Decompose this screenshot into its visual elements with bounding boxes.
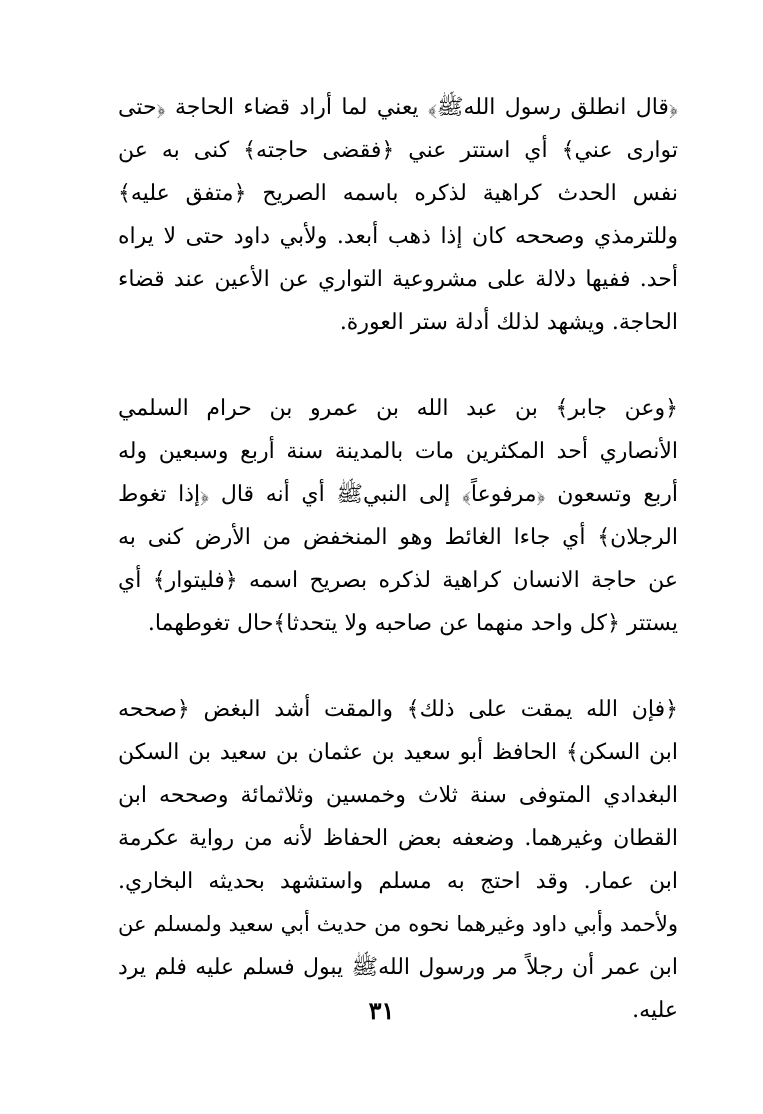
text-line: البغدادي المتوفى سنة ثلاث وخمسين وثلاثمائة وصححه ابن — [118, 783, 678, 808]
text-line: ﴿قال انطلق رسول اللهﷺ﴾ يعني لما أراد قضاء الحاجة ﴿حتى — [118, 95, 678, 120]
text-line: ابن السكن﴾ الحافظ أبو سعيد بن عثمان بن سعيد بن السكن — [118, 740, 678, 765]
page-number: ٣١ — [368, 996, 395, 1025]
text-line: الرجلان﴾ أي جاءا الغائط وهو المنخفض من الأرض كنى به — [118, 525, 678, 550]
text-line: ابن عمر أن رجلاً مر ورسول اللهﷺ يبول فسلم عليه فلم يرد — [118, 955, 678, 980]
text-line: يستتر ﴿كل واحد منهما عن صاحبه ولا يتحدثا﴾حال تغوطهما. — [147, 611, 678, 636]
text-line: ابن عمار. وقد احتج به مسلم واستشهد بحديثه البخاري. — [118, 869, 678, 894]
paragraph-2 — [118, 387, 678, 645]
text-line: عن حاجة الانسان كراهية لذكره بصريح اسمه ﴿فليتوار﴾ أي — [118, 568, 678, 593]
page-body — [118, 86, 678, 1032]
text-line: أحد. ففيها دلالة على مشروعية التواري عن الأعين عند قضاء — [118, 267, 678, 292]
text-line: نفس الحدث كراهية لذكره باسمه الصريح ﴿متفق عليه﴾ — [118, 181, 678, 206]
text-line: أربع وتسعون ﴿مرفوعاً﴾ إلى النبيﷺ أي أنه قال ﴿إذا تغوط — [118, 482, 678, 507]
text-line: ﴿وعن جابر﴾ بن عبد الله بن عمرو بن حرام السلمي — [118, 396, 678, 421]
text-line: الأنصاري أحد المكثرين مات بالمدينة سنة أربع وسبعين وله — [118, 439, 678, 464]
text-line: توارى عني﴾ أي استتر عني ﴿فقضى حاجته﴾ كنى به عن — [118, 138, 678, 163]
paragraph-gap — [118, 344, 678, 387]
text-line: ﴿فإن الله يمقت على ذلك﴾ والمقت أشد البغض ﴿صححه — [118, 697, 678, 722]
paragraph-3 — [118, 688, 678, 1032]
paragraph-gap — [118, 645, 678, 688]
text-line: عليه. — [632, 998, 678, 1023]
text-line: القطان وغيرهما. وضعفه بعض الحفاظ لأنه من رواية عكرمة — [118, 826, 678, 851]
text-line: الحاجة. ويشهد لذلك أدلة ستر العورة. — [339, 310, 678, 335]
text-line: ولأحمد وأبي داود وغيرهما نحوه من حديث أبي سعيد ولمسلم عن — [118, 912, 678, 936]
text-line: وللترمذي وصححه كان إذا ذهب أبعد. ولأبي داود حتى لا يراه — [118, 224, 678, 249]
paragraph-1 — [118, 86, 678, 344]
